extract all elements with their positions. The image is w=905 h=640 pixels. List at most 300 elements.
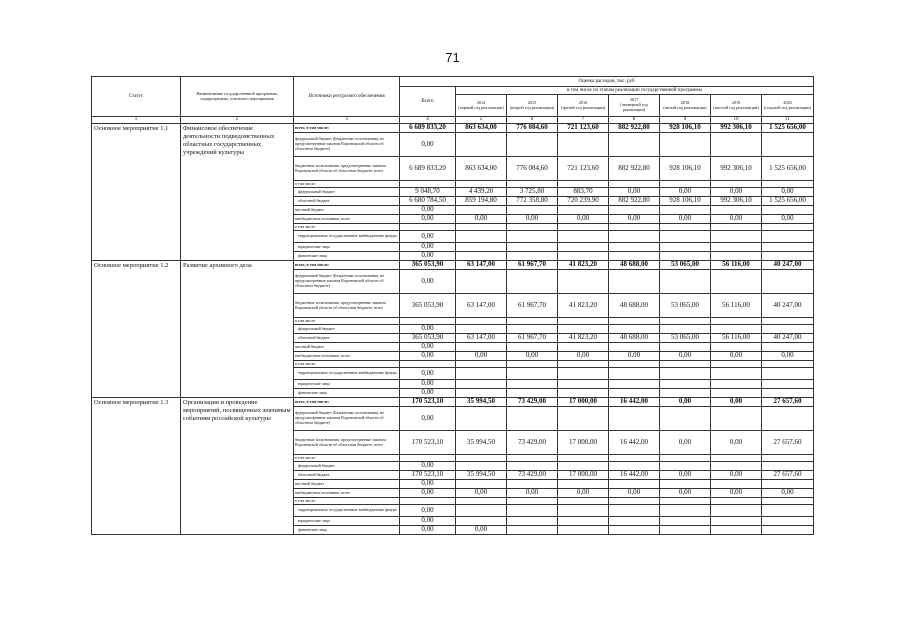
header-year-label: 2016 (578, 99, 588, 105)
header-year-stage: (четвертый год реализации) (620, 102, 648, 112)
source-cell: федеральный бюджет (Бюджетные ассигнования, не предусмотренные законом Воронежской области об областном бюджете) (294, 133, 400, 157)
value-cell: 0,00 (660, 215, 711, 224)
value-cell (660, 325, 711, 334)
value-cell: 883,70 (558, 188, 609, 197)
source-cell: местный бюджет (294, 343, 400, 352)
status-cell: Основное мероприятие 1.3 (92, 398, 181, 535)
value-cell (558, 361, 609, 368)
value-cell (660, 517, 711, 526)
value-cell (711, 455, 762, 462)
source-cell: федеральный бюджет (294, 188, 400, 197)
total-cell: 365 053,90 (400, 294, 456, 318)
value-cell (711, 407, 762, 431)
value-cell: 73 429,00 (507, 431, 558, 455)
total-cell (400, 455, 456, 462)
value-cell (507, 455, 558, 462)
total-cell: 0,00 (400, 526, 456, 535)
value-cell (558, 462, 609, 471)
value-cell (762, 480, 814, 489)
value-cell: 0,00 (711, 471, 762, 480)
total-cell: 9 048,70 (400, 188, 456, 197)
value-cell (660, 270, 711, 294)
value-cell: 0,00 (711, 489, 762, 498)
header-year-stage: (первый год реализации) (458, 104, 504, 110)
value-cell (711, 389, 762, 398)
total-cell: 0,00 (400, 489, 456, 498)
total-cell: 170 523,10 (400, 431, 456, 455)
value-cell (507, 505, 558, 517)
total-cell: 170 523,10 (400, 398, 456, 407)
source-cell: физические лица (294, 389, 400, 398)
source-cell: федеральный бюджет (294, 325, 400, 334)
total-cell: 0,00 (400, 505, 456, 517)
value-cell: 0,00 (507, 352, 558, 361)
source-cell: областной бюджет (294, 334, 400, 343)
value-cell (456, 517, 507, 526)
program-cell: Финансовое обеспечение деятельности подведомственных областных государственных учреждений культуры (181, 124, 294, 261)
resource-table (91, 76, 814, 535)
value-cell (609, 206, 660, 215)
value-cell (762, 517, 814, 526)
value-cell: 48 688,00 (609, 334, 660, 343)
value-cell (456, 498, 507, 505)
value-cell (558, 480, 609, 489)
source-cell: территориальные государственные внебюджетные фонды (294, 505, 400, 517)
table-row (92, 124, 814, 133)
header-year-stage: (шестой год реализации) (713, 104, 759, 110)
value-cell (660, 498, 711, 505)
value-cell: 35 994,50 (456, 431, 507, 455)
value-cell (609, 243, 660, 252)
value-cell (558, 389, 609, 398)
value-cell (660, 407, 711, 431)
value-cell (711, 498, 762, 505)
source-cell: федеральный бюджет (Бюджетные ассигнования, не предусмотренные законом Воронежской области об областном бюджете) (294, 270, 400, 294)
value-cell: 0,00 (609, 215, 660, 224)
value-cell (711, 505, 762, 517)
value-cell (456, 505, 507, 517)
header-year-stage: (второй год реализации) (509, 104, 555, 110)
value-cell (660, 361, 711, 368)
value-cell: 73 429,00 (507, 398, 558, 407)
page-number: 71 (445, 50, 460, 65)
header-year-label: 2014 (476, 99, 486, 105)
source-cell: всего, в том числе: (294, 398, 400, 407)
header-year-label: 2018 (680, 99, 690, 105)
total-cell: 0,00 (400, 368, 456, 380)
value-cell (507, 206, 558, 215)
source-cell: внебюджетные источники, всего (294, 489, 400, 498)
value-cell (558, 231, 609, 243)
header-year-label: 2019 (731, 99, 741, 105)
value-cell (762, 455, 814, 462)
value-cell (609, 361, 660, 368)
value-cell (711, 243, 762, 252)
value-cell (558, 368, 609, 380)
value-cell (507, 343, 558, 352)
value-cell (558, 243, 609, 252)
column-number: 9 (660, 117, 711, 124)
value-cell (558, 498, 609, 505)
total-cell: 170 523,10 (400, 471, 456, 480)
value-cell (660, 368, 711, 380)
value-cell (558, 505, 609, 517)
value-cell (762, 498, 814, 505)
value-cell: 73 429,00 (507, 471, 558, 480)
value-cell: 776 084,60 (507, 157, 558, 181)
table-row (92, 261, 814, 270)
value-cell: 772 358,80 (507, 197, 558, 206)
source-cell: в том числе: (294, 498, 400, 505)
total-cell: 0,00 (400, 270, 456, 294)
value-cell: 17 000,00 (558, 471, 609, 480)
header-by-stages: в том числе по этапам реализации государственной программы (456, 87, 814, 95)
value-cell (507, 252, 558, 261)
value-cell (609, 231, 660, 243)
value-cell (660, 133, 711, 157)
value-cell (762, 526, 814, 535)
total-cell: 365 053,90 (400, 261, 456, 270)
value-cell (456, 133, 507, 157)
value-cell (558, 270, 609, 294)
value-cell (558, 455, 609, 462)
header-year-stage: (седьмой год реализации) (764, 104, 811, 110)
value-cell: 16 442,00 (609, 471, 660, 480)
value-cell (456, 368, 507, 380)
value-cell (456, 462, 507, 471)
value-cell (762, 380, 814, 389)
source-cell: юридические лица (294, 517, 400, 526)
value-cell (609, 270, 660, 294)
value-cell: 882 922,80 (609, 157, 660, 181)
header-year-label: 2017 (629, 97, 639, 103)
value-cell (762, 231, 814, 243)
value-cell (609, 380, 660, 389)
value-cell (762, 252, 814, 261)
total-cell: 0,00 (400, 343, 456, 352)
value-cell (711, 318, 762, 325)
value-cell (456, 181, 507, 188)
header-year-2018 (660, 95, 711, 117)
program-cell: Развитие архивного дела (181, 261, 294, 398)
value-cell (558, 318, 609, 325)
value-cell (609, 368, 660, 380)
column-number: 3 (294, 117, 400, 124)
total-cell: 0,00 (400, 243, 456, 252)
value-cell (456, 231, 507, 243)
value-cell: 0,00 (558, 215, 609, 224)
source-cell: бюджетные ассигнования, предусмотренные законом Воронежской области об областном бюджете, всего (294, 294, 400, 318)
value-cell (558, 325, 609, 334)
source-cell: внебюджетные источники, всего (294, 352, 400, 361)
value-cell: 0,00 (660, 471, 711, 480)
total-cell: 0,00 (400, 215, 456, 224)
value-cell: 863 634,00 (456, 157, 507, 181)
value-cell: 27 657,60 (762, 471, 814, 480)
value-cell (609, 343, 660, 352)
value-cell (558, 526, 609, 535)
value-cell (609, 462, 660, 471)
value-cell: 863 634,00 (456, 124, 507, 133)
value-cell: 61 967,70 (507, 294, 558, 318)
value-cell (507, 517, 558, 526)
value-cell (507, 389, 558, 398)
value-cell: 928 106,10 (660, 197, 711, 206)
value-cell (507, 407, 558, 431)
value-cell (711, 462, 762, 471)
value-cell (762, 133, 814, 157)
column-number: 10 (711, 117, 762, 124)
value-cell (762, 505, 814, 517)
value-cell (558, 181, 609, 188)
value-cell: 0,00 (660, 489, 711, 498)
value-cell (558, 133, 609, 157)
value-cell: 40 247,00 (762, 334, 814, 343)
column-number: 2 (181, 117, 294, 124)
value-cell (711, 361, 762, 368)
total-cell: 0,00 (400, 352, 456, 361)
column-number: 4 (400, 117, 456, 124)
source-cell: федеральный бюджет (294, 462, 400, 471)
value-cell (762, 181, 814, 188)
value-cell: 17 000,00 (558, 398, 609, 407)
value-cell (507, 462, 558, 471)
total-cell: 365 053,90 (400, 334, 456, 343)
source-cell: юридические лица (294, 380, 400, 389)
value-cell: 1 525 656,00 (762, 157, 814, 181)
value-cell (507, 380, 558, 389)
value-cell: 1 525 656,00 (762, 124, 814, 133)
source-cell: местный бюджет (294, 480, 400, 489)
source-cell: всего, в том числе: (294, 124, 400, 133)
value-cell (507, 368, 558, 380)
value-cell: 0,00 (711, 431, 762, 455)
value-cell: 0,00 (558, 352, 609, 361)
value-cell (660, 231, 711, 243)
value-cell (711, 181, 762, 188)
value-cell (507, 224, 558, 231)
value-cell (660, 252, 711, 261)
value-cell: 16 442,00 (609, 398, 660, 407)
source-cell: областной бюджет (294, 197, 400, 206)
value-cell: 63 147,00 (456, 294, 507, 318)
value-cell: 721 123,60 (558, 124, 609, 133)
total-cell: 6 689 833,20 (400, 124, 456, 133)
total-cell (400, 181, 456, 188)
value-cell (609, 505, 660, 517)
value-cell: 48 688,00 (609, 261, 660, 270)
source-cell: федеральный бюджет (Бюджетные ассигнования, не предусмотренные законом Воронежской области об областном бюджете) (294, 407, 400, 431)
status-cell: Основное мероприятие 1.1 (92, 124, 181, 261)
value-cell (711, 252, 762, 261)
source-cell: местный бюджет (294, 206, 400, 215)
column-number: 11 (762, 117, 814, 124)
value-cell (456, 206, 507, 215)
value-cell (558, 224, 609, 231)
total-cell: 0,00 (400, 407, 456, 431)
value-cell (609, 318, 660, 325)
value-cell (456, 480, 507, 489)
value-cell: 720 239,90 (558, 197, 609, 206)
value-cell: 859 194,80 (456, 197, 507, 206)
value-cell (660, 462, 711, 471)
header-estimate: Оценка расходов, тыс. руб (400, 77, 814, 87)
value-cell: 0,00 (456, 352, 507, 361)
value-cell (762, 343, 814, 352)
value-cell (456, 243, 507, 252)
value-cell (456, 343, 507, 352)
value-cell: 41 823,20 (558, 261, 609, 270)
column-number: 6 (507, 117, 558, 124)
value-cell: 4 439,20 (456, 188, 507, 197)
total-cell: 6 680 784,50 (400, 197, 456, 206)
value-cell (762, 389, 814, 398)
value-cell (660, 206, 711, 215)
value-cell: 53 065,00 (660, 294, 711, 318)
source-cell: бюджетные ассигнования, предусмотренные законом Воронежской области об областном бюджете, всего (294, 157, 400, 181)
value-cell: 0,00 (507, 215, 558, 224)
value-cell (558, 407, 609, 431)
value-cell (660, 181, 711, 188)
value-cell: 0,00 (711, 352, 762, 361)
value-cell: 0,00 (507, 489, 558, 498)
value-cell: 41 823,20 (558, 294, 609, 318)
value-cell: 882 922,80 (609, 124, 660, 133)
value-cell (660, 455, 711, 462)
value-cell (660, 389, 711, 398)
value-cell (711, 325, 762, 334)
value-cell: 0,00 (609, 188, 660, 197)
column-number: 7 (558, 117, 609, 124)
value-cell (660, 224, 711, 231)
source-cell: всего, в том числе: (294, 261, 400, 270)
value-cell: 3 725,80 (507, 188, 558, 197)
value-cell (456, 380, 507, 389)
value-cell (609, 181, 660, 188)
total-cell: 0,00 (400, 252, 456, 261)
total-cell (400, 361, 456, 368)
value-cell: 63 147,00 (456, 261, 507, 270)
value-cell (711, 480, 762, 489)
value-cell (660, 505, 711, 517)
value-cell (507, 133, 558, 157)
value-cell: 0,00 (762, 489, 814, 498)
value-cell (609, 133, 660, 157)
source-cell: территориальные государственные внебюджетные фонды (294, 231, 400, 243)
value-cell (507, 318, 558, 325)
value-cell: 1 525 656,00 (762, 197, 814, 206)
header-year-stage: (пятый год реализации) (663, 104, 707, 110)
value-cell (609, 455, 660, 462)
value-cell (558, 517, 609, 526)
value-cell (711, 231, 762, 243)
value-cell (507, 480, 558, 489)
total-cell: 0,00 (400, 462, 456, 471)
value-cell: 0,00 (558, 489, 609, 498)
source-cell: юридические лица (294, 243, 400, 252)
value-cell: 35 994,50 (456, 398, 507, 407)
value-cell: 0,00 (456, 489, 507, 498)
source-cell: в том числе: (294, 318, 400, 325)
value-cell (711, 517, 762, 526)
total-cell: 0,00 (400, 133, 456, 157)
value-cell (762, 361, 814, 368)
value-cell (456, 361, 507, 368)
value-cell (507, 181, 558, 188)
value-cell (609, 389, 660, 398)
source-cell: территориальные государственные внебюджетные фонды (294, 368, 400, 380)
value-cell: 41 823,20 (558, 334, 609, 343)
value-cell (711, 206, 762, 215)
header-year-2019 (711, 95, 762, 117)
value-cell: 53 065,00 (660, 261, 711, 270)
value-cell (456, 318, 507, 325)
value-cell (558, 252, 609, 261)
value-cell: 0,00 (711, 398, 762, 407)
total-cell: 0,00 (400, 480, 456, 489)
value-cell (507, 231, 558, 243)
column-number: 8 (609, 117, 660, 124)
column-number: 5 (456, 117, 507, 124)
header-year-2020 (762, 95, 814, 117)
value-cell: 882 922,80 (609, 197, 660, 206)
value-cell: 40 247,00 (762, 294, 814, 318)
value-cell: 0,00 (660, 188, 711, 197)
header-source: Источники ресурсного обеспечения (294, 77, 400, 117)
header-year-2017 (609, 95, 660, 117)
source-cell: в том числе: (294, 181, 400, 188)
source-cell: бюджетные ассигнования, предусмотренные законом Воронежской области об областном бюджете, всего (294, 431, 400, 455)
value-cell: 0,00 (762, 188, 814, 197)
value-cell (762, 407, 814, 431)
value-cell (660, 343, 711, 352)
value-cell (660, 526, 711, 535)
value-cell: 0,00 (660, 352, 711, 361)
value-cell (507, 270, 558, 294)
header-total: Всего (400, 87, 456, 117)
table-row (92, 398, 814, 407)
total-cell (400, 318, 456, 325)
source-cell: физические лица (294, 526, 400, 535)
value-cell: 40 247,00 (762, 261, 814, 270)
total-cell: 0,00 (400, 325, 456, 334)
value-cell (456, 270, 507, 294)
value-cell: 27 657,60 (762, 431, 814, 455)
value-cell: 0,00 (660, 398, 711, 407)
value-cell: 0,00 (711, 188, 762, 197)
header-year-label: 2015 (527, 99, 537, 105)
value-cell (762, 318, 814, 325)
value-cell: 0,00 (711, 215, 762, 224)
value-cell (609, 224, 660, 231)
value-cell (558, 380, 609, 389)
program-cell: Организация и проведение мероприятий, посвященных значимым событиям российской культуры (181, 398, 294, 535)
value-cell: 0,00 (762, 352, 814, 361)
value-cell (609, 517, 660, 526)
value-cell: 0,00 (456, 215, 507, 224)
value-cell: 928 106,10 (660, 157, 711, 181)
header-year-2014 (456, 95, 507, 117)
header-year-label: 2020 (783, 99, 792, 105)
value-cell: 928 106,10 (660, 124, 711, 133)
value-cell (456, 407, 507, 431)
value-cell: 35 994,50 (456, 471, 507, 480)
value-cell (711, 368, 762, 380)
value-cell (762, 206, 814, 215)
value-cell (507, 325, 558, 334)
value-cell: 0,00 (660, 431, 711, 455)
source-cell: внебюджетные источники, всего (294, 215, 400, 224)
